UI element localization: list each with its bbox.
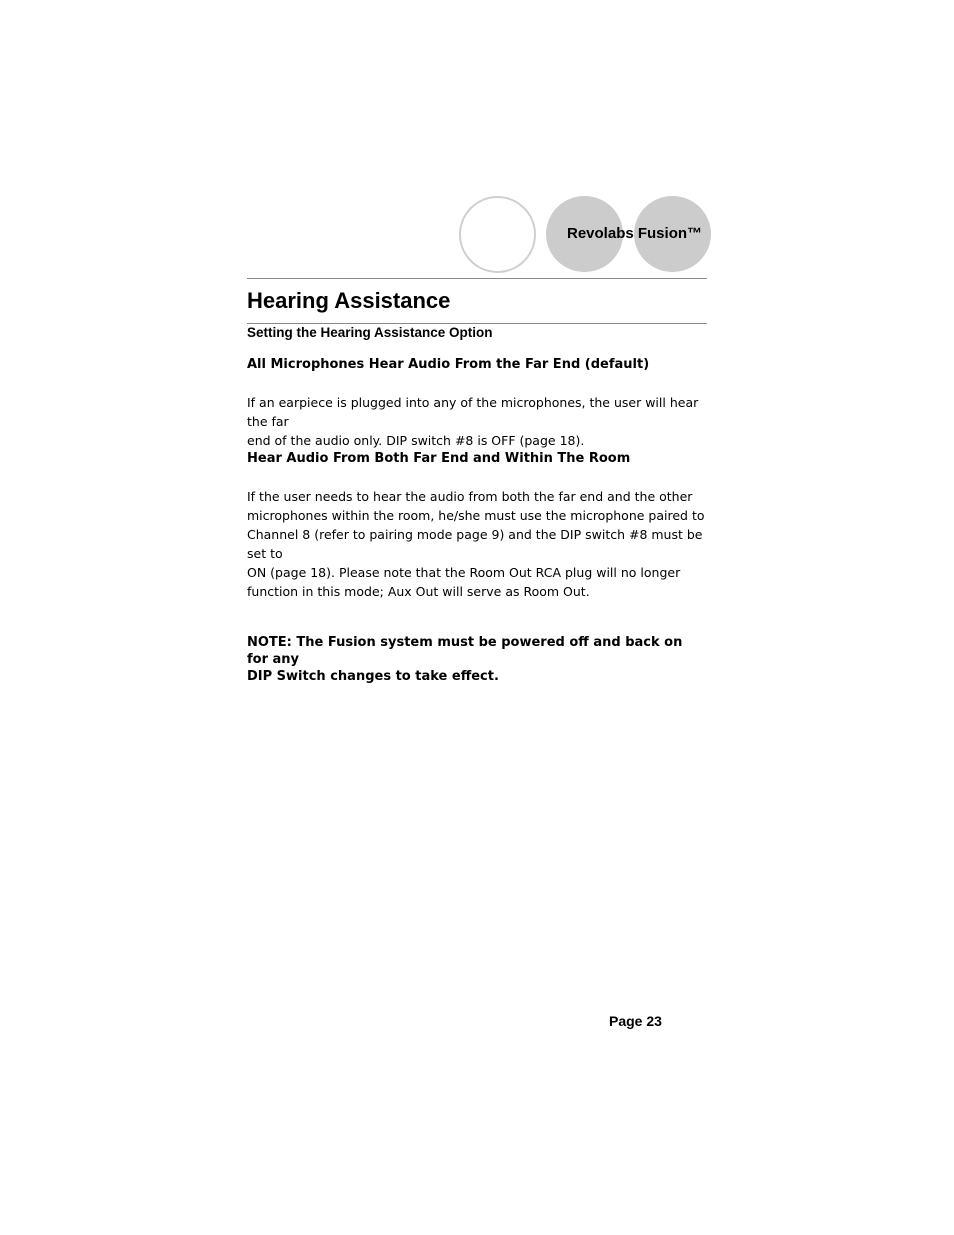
- paragraph-line: microphones within the room, he/she must use the microphone paired to: [247, 508, 705, 523]
- paragraph-line: function in this mode; Aux Out will serve as Room Out.: [247, 584, 590, 599]
- header-rule: [247, 278, 707, 279]
- paragraph-line: end of the audio only. DIP switch #8 is OFF (page 18).: [247, 433, 585, 448]
- paragraph-line: If the user needs to hear the audio from both the far end and the other: [247, 489, 693, 504]
- note-line: NOTE: The Fusion system must be powered off and back on for any: [247, 635, 683, 667]
- header-circle-outline: [459, 196, 536, 273]
- section-heading: Setting the Hearing Assistance Option: [247, 325, 493, 340]
- paragraph-line: ON (page 18). Please note that the Room Out RCA plug will no longer: [247, 565, 681, 580]
- paragraph-line: If an earpiece is plugged into any of the microphones, the user will hear the far: [247, 395, 699, 429]
- note: [247, 634, 707, 685]
- paragraph-far-end-default: [247, 393, 707, 450]
- paragraph-both-far-end-room: [247, 487, 707, 601]
- note-line: DIP Switch changes to take effect.: [247, 669, 499, 684]
- page-title: Hearing Assistance: [247, 288, 451, 313]
- subheading-far-end-default: All Microphones Hear Audio From the Far End (default): [247, 357, 650, 372]
- page-number: Page 23: [609, 1013, 662, 1029]
- paragraph-line: Channel 8 (refer to pairing mode page 9) and the DIP switch #8 must be set to: [247, 527, 703, 561]
- brand-name: Revolabs Fusion™: [567, 225, 703, 242]
- subheading-both-far-end-room: Hear Audio From Both Far End and Within The Room: [247, 451, 631, 466]
